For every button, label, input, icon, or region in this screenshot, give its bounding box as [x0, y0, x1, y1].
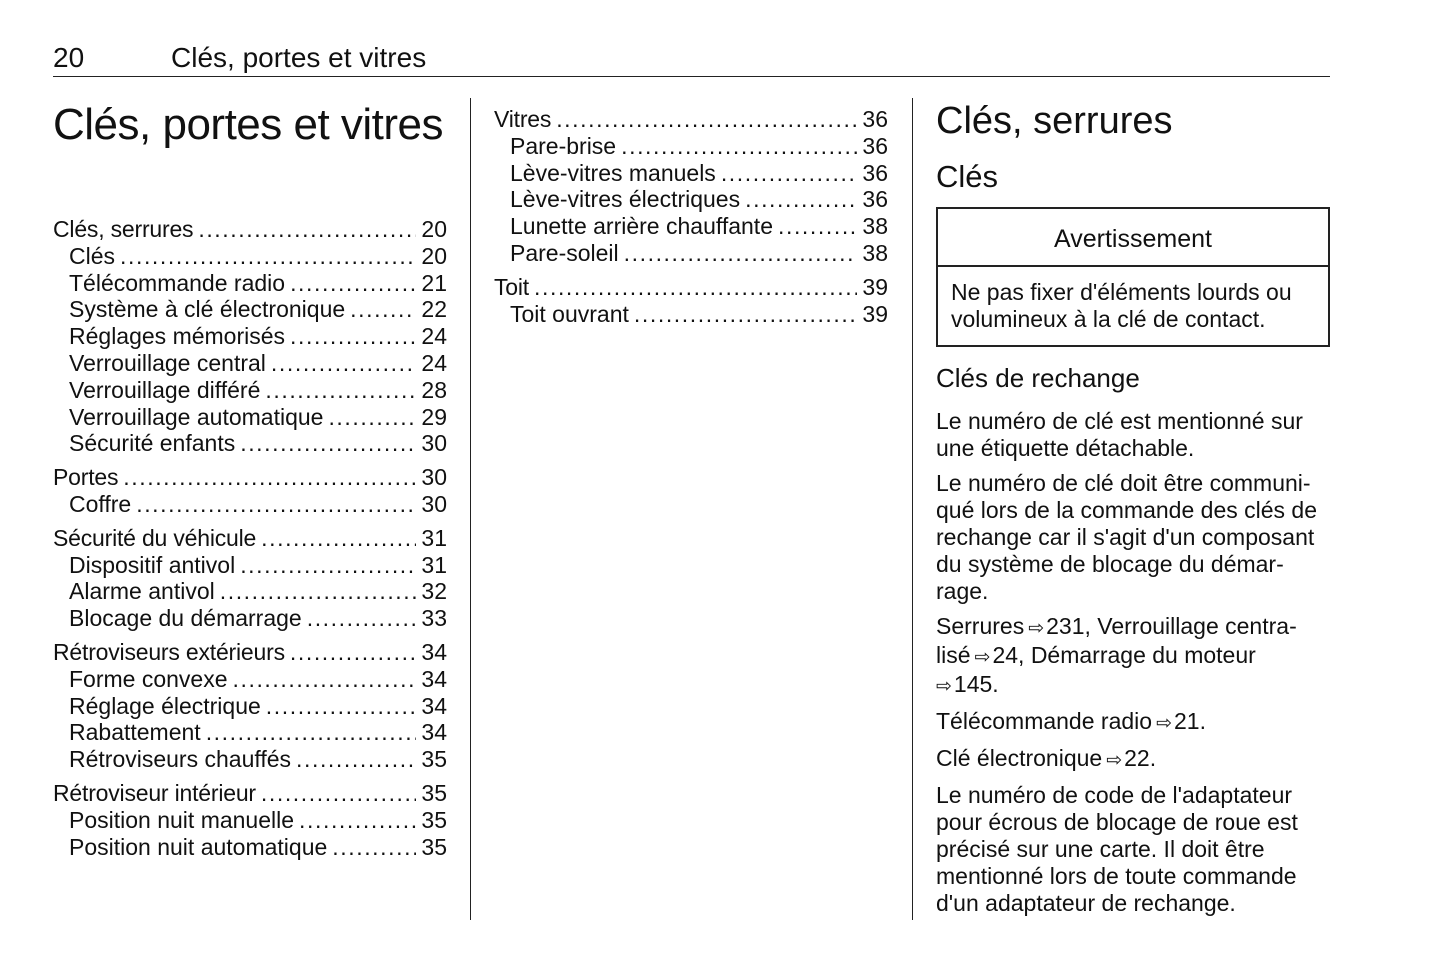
toc-label: Blocage du démarrage	[69, 605, 302, 632]
toc-leader-dots	[534, 274, 857, 301]
toc-leader-dots	[120, 243, 416, 270]
toc-label: Verrouillage différé	[69, 376, 261, 403]
column-divider	[470, 98, 471, 920]
toc-label: Pare-brise	[510, 132, 617, 159]
toc-group	[494, 106, 888, 267]
cross-reference-paragraph	[936, 613, 1330, 700]
toc-page-number: 39	[862, 300, 888, 327]
toc-group	[53, 639, 447, 773]
toc-subentry[interactable]	[53, 666, 447, 693]
toc-label: Rétroviseurs chauffés	[69, 746, 292, 773]
toc-subentry[interactable]	[53, 491, 447, 518]
chapter-title: Clés, portes et vitres	[53, 100, 444, 149]
toc-leader-dots	[206, 719, 417, 746]
page-reference-arrow-icon: ⇨	[1028, 618, 1045, 639]
toc-label: Clés, serrures	[53, 216, 194, 242]
page-reference-arrow-icon: ⇨	[1106, 750, 1123, 771]
toc-column-left	[53, 96, 447, 867]
toc-leader-dots	[621, 133, 857, 160]
toc-subentry[interactable]	[53, 552, 447, 579]
toc-leader-dots	[299, 807, 416, 834]
toc-leader-dots	[778, 213, 857, 240]
toc-page-number: 35	[421, 779, 447, 806]
toc-label: Lunette arrière chauffante	[510, 213, 773, 240]
ref-page[interactable]: 145.	[953, 671, 999, 697]
ref-text: Serrures	[936, 613, 1025, 639]
ref-text: Clé électronique	[936, 745, 1103, 771]
toc-page-number: 24	[421, 323, 447, 350]
toc-page-number: 29	[421, 403, 447, 430]
toc-label: Toit ouvrant	[510, 300, 629, 327]
toc-leader-dots	[556, 106, 857, 133]
toc-subentry[interactable]	[494, 213, 888, 240]
toc-leader-dots	[220, 578, 417, 605]
toc-subentry[interactable]	[53, 270, 447, 297]
toc-entry[interactable]	[53, 525, 447, 552]
toc-subentry[interactable]	[53, 296, 447, 323]
toc-label: Rétroviseur intérieur	[53, 779, 256, 806]
toc-leader-dots	[745, 186, 857, 213]
toc-page-number: 34	[421, 638, 447, 665]
toc-leader-dots	[240, 430, 416, 457]
toc-subentry[interactable]	[53, 719, 447, 746]
toc-page-number: 22	[421, 296, 447, 323]
text-line: qué lors de la commande des clés de	[936, 497, 1317, 523]
toc-page-number: 35	[421, 806, 447, 833]
toc-subentry[interactable]	[53, 746, 447, 773]
cross-reference-paragraph	[936, 708, 1330, 737]
subsection-title: Clés	[936, 159, 999, 194]
running-title: Clés, portes et vitres	[171, 42, 427, 73]
table-of-contents	[53, 216, 447, 860]
toc-label: Système à clé électronique	[69, 296, 346, 323]
toc-subentry[interactable]	[494, 240, 888, 267]
toc-leader-dots	[721, 160, 858, 187]
warning-heading: Avertissement	[938, 209, 1328, 267]
toc-page-number: 30	[421, 430, 447, 457]
toc-label: Rabattement	[69, 719, 201, 746]
paragraph	[936, 470, 1330, 605]
ref-text: Télécommande radio	[936, 708, 1153, 734]
toc-label: Rétroviseurs extérieurs	[53, 638, 285, 665]
toc-page-number: 20	[421, 216, 447, 242]
toc-subentry[interactable]	[53, 834, 447, 861]
toc-leader-dots	[350, 296, 416, 323]
toc-subentry[interactable]	[494, 301, 888, 328]
toc-subentry[interactable]	[53, 693, 447, 720]
text-line: rechange car il s'agit d'un composant	[936, 524, 1315, 550]
table-of-contents	[494, 106, 888, 327]
toc-leader-dots	[296, 746, 416, 773]
toc-entry[interactable]	[494, 274, 888, 301]
section-title: Clés, serrures	[936, 100, 1173, 142]
toc-leader-dots	[123, 464, 416, 491]
toc-subentry[interactable]	[53, 578, 447, 605]
content-column	[936, 96, 1330, 925]
toc-entry[interactable]	[53, 464, 447, 491]
paragraph: Le numéro de code de l'adaptateur pour écrous de blocage de roue est précisé sur une carte. Il doit être mentionné lors de toute commande d'un adaptateur de rechange.	[936, 782, 1298, 916]
page-reference-arrow-icon: ⇨	[974, 647, 991, 668]
toc-group	[53, 780, 447, 860]
toc-entry[interactable]	[494, 106, 888, 133]
toc-leader-dots	[233, 666, 417, 693]
toc-subentry[interactable]	[53, 605, 447, 632]
column-divider	[912, 98, 913, 920]
toc-label: Forme convexe	[69, 665, 228, 692]
toc-leader-dots	[136, 491, 416, 518]
page-reference-arrow-icon: ⇨	[936, 676, 952, 697]
toc-label: Position nuit manuelle	[69, 806, 295, 833]
ref-text: lisé	[936, 642, 971, 668]
toc-page-number: 39	[862, 273, 888, 300]
toc-leader-dots	[266, 693, 417, 720]
toc-leader-dots	[332, 834, 416, 861]
ref-page[interactable]: 231,	[1046, 613, 1091, 639]
toc-leader-dots	[198, 216, 416, 243]
toc-label: Dispositif antivol	[69, 551, 236, 578]
toc-page-number: 33	[421, 605, 447, 632]
toc-subentry[interactable]	[53, 243, 447, 270]
toc-leader-dots	[271, 350, 417, 377]
toc-column-middle	[494, 96, 888, 334]
toc-page-number: 35	[421, 833, 447, 860]
toc-leader-dots	[624, 240, 858, 267]
toc-page-number: 36	[862, 159, 888, 186]
toc-leader-dots	[240, 552, 416, 579]
toc-label: Vitres	[494, 106, 552, 132]
cross-reference-paragraph	[936, 745, 1330, 774]
toc-label: Verrouillage automatique	[69, 403, 324, 430]
toc-label: Alarme antivol	[69, 578, 215, 605]
spare-keys-heading: Clés de rechange	[936, 363, 1140, 393]
toc-leader-dots	[634, 301, 858, 328]
ref-text: Démarrage du moteur	[1030, 642, 1256, 668]
toc-subentry[interactable]	[53, 430, 447, 457]
toc-group	[494, 274, 888, 328]
page-header	[53, 40, 1330, 77]
toc-label: Réglages mémorisés	[69, 323, 286, 350]
toc-subentry[interactable]	[53, 404, 447, 431]
toc-page-number: 31	[421, 551, 447, 578]
toc-page-number: 36	[862, 186, 888, 213]
toc-page-number: 34	[421, 692, 447, 719]
toc-leader-dots	[307, 605, 417, 632]
toc-page-number: 36	[862, 132, 888, 159]
toc-leader-dots	[261, 525, 416, 552]
page-reference-arrow-icon: ⇨	[1156, 713, 1172, 734]
toc-page-number: 34	[421, 719, 447, 746]
warning-box	[936, 207, 1330, 347]
toc-label: Réglage électrique	[69, 692, 261, 719]
toc-page-number: 31	[421, 524, 447, 551]
ref-page[interactable]: 24,	[992, 642, 1025, 668]
text-line: du système de blocage du démar-	[936, 551, 1284, 577]
ref-text: Verrouillage centra-	[1097, 613, 1297, 639]
toc-label: Lève-vitres électriques	[510, 186, 741, 213]
toc-label: Position nuit automatique	[69, 833, 328, 860]
toc-entry[interactable]	[53, 639, 447, 666]
toc-label: Toit	[494, 273, 529, 300]
toc-leader-dots	[290, 639, 417, 666]
toc-subentry[interactable]	[53, 377, 447, 404]
toc-page-number: 35	[421, 746, 447, 773]
toc-page-number: 20	[421, 242, 447, 269]
toc-leader-dots	[261, 780, 417, 807]
toc-page-number: 30	[421, 490, 447, 517]
toc-label: Sécurité enfants	[69, 430, 236, 457]
text-line: rage.	[936, 578, 989, 604]
toc-page-number: 21	[421, 269, 447, 296]
toc-leader-dots	[290, 323, 416, 350]
paragraph: Le numéro de clé est mentionné sur une étiquette détachable.	[936, 408, 1303, 461]
toc-label: Coffre	[69, 490, 132, 517]
toc-subentry[interactable]	[494, 160, 888, 187]
toc-page-number: 36	[862, 106, 888, 132]
toc-page-number: 34	[421, 665, 447, 692]
page-number: 20	[53, 42, 85, 73]
toc-label: Verrouillage central	[69, 349, 266, 376]
toc-group	[53, 216, 447, 457]
toc-subentry[interactable]	[53, 350, 447, 377]
toc-label: Lève-vitres manuels	[510, 159, 716, 186]
toc-entry[interactable]	[53, 216, 447, 243]
toc-leader-dots	[265, 377, 416, 404]
text-line: Le numéro de clé doit être communi-	[936, 470, 1311, 496]
toc-page-number: 24	[421, 349, 447, 376]
toc-label: Portes	[53, 464, 119, 491]
toc-subentry[interactable]	[53, 807, 447, 834]
toc-page-number: 28	[421, 376, 447, 403]
toc-subentry[interactable]	[53, 323, 447, 350]
toc-page-number: 30	[421, 464, 447, 491]
toc-leader-dots	[328, 404, 416, 431]
toc-label: Sécurité du véhicule	[53, 524, 257, 551]
toc-label: Télécommande radio	[69, 269, 286, 296]
ref-page[interactable]: 21.	[1173, 708, 1206, 734]
toc-subentry[interactable]	[494, 186, 888, 213]
toc-entry[interactable]	[53, 780, 447, 807]
toc-page-number: 32	[421, 578, 447, 605]
warning-text: Ne pas fixer d'éléments lourds ou volumineux à la clé de contact.	[951, 279, 1292, 332]
toc-label: Pare-soleil	[510, 239, 619, 266]
toc-page-number: 38	[862, 239, 888, 266]
toc-label: Clés	[69, 242, 116, 269]
toc-leader-dots	[290, 270, 416, 297]
toc-subentry[interactable]	[494, 133, 888, 160]
toc-group	[53, 525, 447, 632]
ref-page[interactable]: 22.	[1124, 745, 1157, 771]
toc-page-number: 38	[862, 213, 888, 240]
toc-group	[53, 464, 447, 518]
